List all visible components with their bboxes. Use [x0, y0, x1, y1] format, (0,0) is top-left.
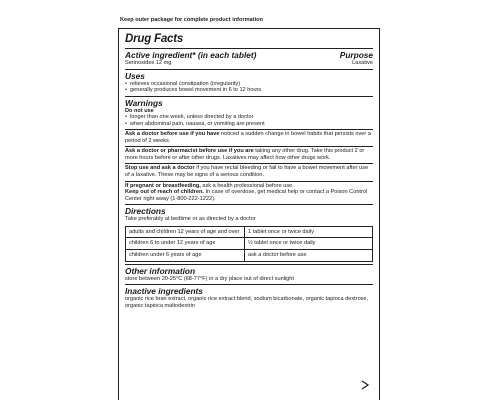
- divider: [125, 163, 373, 164]
- divider: [125, 181, 373, 182]
- table-cell-dose: ask a doctor before use: [245, 250, 373, 262]
- pregnancy-bold: If pregnant or breastfeeding,: [125, 182, 201, 189]
- table-cell-dose: ½ tablet once or twice daily: [245, 238, 373, 250]
- uses-list: [125, 81, 373, 94]
- table-cell-age: children 6 to under 12 years of age: [126, 238, 245, 250]
- divider: [125, 96, 373, 97]
- active-ingredient-row: [125, 60, 373, 67]
- ask-doctor-bold: Ask a doctor before use if you have: [125, 131, 220, 137]
- warnings-heading: Warnings: [125, 97, 163, 108]
- stop-use-bold: Stop use and ask a doctor: [125, 165, 195, 172]
- drug-facts-panel: [118, 28, 380, 400]
- do-not-use-list: [125, 114, 373, 127]
- active-ingredient-header: [125, 50, 373, 60]
- table-row: [126, 226, 373, 238]
- directions-heading: Directions: [125, 206, 166, 217]
- table-row: [126, 238, 373, 250]
- drug-facts-title: Drug Facts: [125, 33, 184, 45]
- divider: [125, 129, 373, 130]
- pregnancy-warning: [125, 183, 373, 190]
- children-text: In case of overdose, get medical help or contact a Poison Control Center right away (1-800-222-1222).: [125, 189, 368, 202]
- table-row: [126, 250, 373, 262]
- other-information-text: store between 20-25°C (68-77°F) in a dry place out of direct sunlight: [125, 275, 294, 282]
- uses-heading: Uses: [125, 70, 145, 81]
- ask-pharmacist-bold: Ask a doctor or pharmacist before use if you are: [125, 148, 254, 155]
- children-warning: [125, 189, 373, 202]
- divider: [125, 264, 373, 265]
- list-item: • when abdominal pain, nausea, or vomiting are present: [125, 121, 373, 128]
- arrow-right-icon: [361, 380, 369, 390]
- list-item: • longer than one week, unless directed by a doctor: [125, 114, 373, 121]
- ask-pharmacist-warning: [125, 148, 373, 161]
- directions-intro: Take preferably at bedtime or as directed by a doctor: [125, 216, 256, 223]
- inactive-ingredients-text: organic rice bran extract, organic rice extract blend, sodium bicarbonate, organic tapioca dextrose, organic tapioca maltodextrin: [125, 296, 369, 309]
- stop-use-text: if you have rectal bleeding or fail to have a bowel movement after use of a laxative. These may be signs of a serious condition.: [125, 165, 369, 178]
- stop-use-warning: [125, 165, 373, 178]
- divider: [125, 146, 373, 147]
- table-cell-age: adults and children 12 years of age and over: [126, 226, 245, 238]
- purpose-value: Laxative: [352, 60, 373, 66]
- divider: [125, 204, 373, 205]
- divider: [125, 48, 373, 49]
- ask-pharmacist-text: taking any other drug. Take this product 2 or more hours before or after other drugs. Laxatives may affect how other drugs work.: [125, 148, 365, 161]
- purpose-heading: Purpose: [339, 50, 373, 60]
- other-information-heading: Other information: [125, 265, 196, 276]
- ask-doctor-warning: [125, 131, 373, 144]
- active-ingredient-heading: Active ingredient* (in each tablet): [125, 50, 257, 60]
- table-cell-dose: 1 tablet once or twice daily: [245, 226, 373, 238]
- active-ingredient-value: Sennosides 12 mg: [125, 60, 172, 66]
- list-item: • generally produces bowel movement in 6 to 12 hours: [125, 87, 373, 94]
- pregnancy-text: ask a health professional before use.: [200, 182, 294, 189]
- divider: [125, 69, 373, 70]
- divider: [125, 284, 373, 285]
- do-not-use-label: Do not use: [125, 107, 154, 114]
- list-item: • relieves occasional constipation (irregularity): [125, 81, 373, 88]
- children-bold: Keep out of reach of children.: [125, 189, 204, 196]
- inactive-ingredients-heading: Inactive ingredients: [125, 286, 203, 297]
- table-cell-age: children under 6 years of age: [126, 250, 245, 262]
- ask-doctor-text: noticed a sudden change in bowel habits that persists over a period of 2 weeks.: [125, 131, 371, 144]
- directions-table: [125, 226, 373, 262]
- package-note: Keep outer package for complete product information: [120, 17, 263, 23]
